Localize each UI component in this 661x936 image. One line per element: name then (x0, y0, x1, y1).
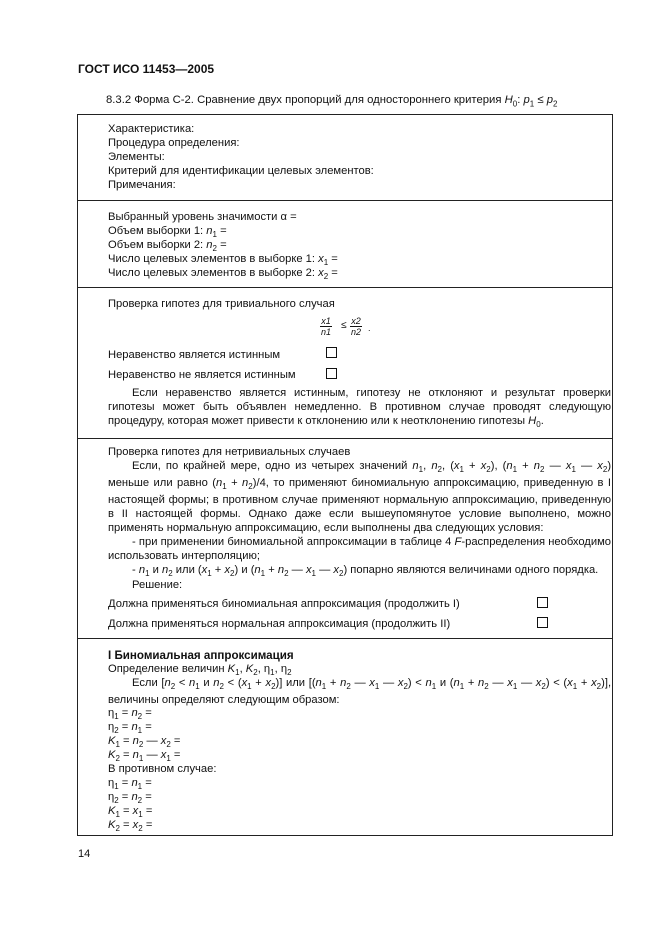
eta2-case2: $\eta_2 = n_2$ = (108, 791, 152, 806)
section-divider (77, 438, 613, 439)
page-number: 14 (78, 848, 91, 860)
section-title: Проверка гипотез для нетривиальных случаев (108, 446, 351, 458)
field-notes: Примечания: (108, 179, 176, 191)
field-criterion: Критерий для идентификации целевых элементов: (108, 165, 374, 177)
fraction-x2-n2: $\frac{x2}{n2}$ (351, 316, 362, 337)
field-significance-level: Выбранный уровень значимости α = (108, 211, 297, 223)
option-inequality-true: Неравенство является истинным (108, 349, 281, 361)
field-sample-size-2: Объем выборки 2: $n_2$ = (108, 239, 227, 254)
document-header: ГОСТ ИСО 11453—2005 (78, 62, 215, 76)
formula-period: . (368, 323, 371, 333)
decision-label: Решение: (132, 579, 183, 591)
inequality-sign: ≤ (341, 320, 347, 331)
section-divider (77, 200, 613, 201)
paragraph-interpolation: - при применении биномиальной аппроксимации в таблице 4 F-распределения необходимо использовать интерполяцию; (108, 535, 611, 562)
eta1-case1: $\eta_1 = n_2$ = (108, 707, 152, 722)
nontrivial-case-text (108, 446, 611, 581)
option-inequality-false: Неравенство не является истинным (108, 369, 296, 381)
section-divider (77, 287, 613, 288)
section-title: Проверка гипотез для тривиального случая (108, 298, 335, 310)
binomial-condition: Если [$n_2 < n_1$ и $n_2 < (x_1 + x_2)$] или [($n_1 + n_2$ — $x_1$ — $x_2) < n_1$ и ($n_1 + n_2$ — $x_1$ — $x_2) < (x_1 + x_2)$], величины определяют следующим образом: (108, 677, 612, 707)
checkbox-inequality-false[interactable] (326, 368, 337, 379)
section-title: I Биномиальная аппроксимация (108, 649, 294, 662)
option-binomial: Должна применяться биномиальная аппроксимация (продолжить I) (108, 598, 460, 610)
checkbox-inequality-true[interactable] (326, 347, 337, 358)
field-target-count-1: Число целевых элементов в выборке 1: $x_1$ = (108, 253, 338, 268)
paragraph-condition: Если, по крайней мере, одно из четырех значений $n_1$, $n_2$, $(x_1 + x_2)$, ($n_1 + n_2$ — $x_1$ — $x_2$) меньше или равно $(n_1 + n_2)/4$, то применяют биномиальную аппроксимацию, приведенную в I настоящей формы; в противном случае применяют нормальную аппроксимацию, приведенную в II настоящей формы. Однако даже если вышеупомянутое условие выполнено, можно применять нормальную аппроксимацию, если выполнены два следующих условия: (108, 459, 612, 534)
field-sample-size-1: Объем выборки 1: $n_1$ = (108, 225, 227, 240)
field-procedure: Процедура определения: (108, 137, 240, 149)
checkbox-normal[interactable] (537, 617, 548, 628)
definition-line: Определение величин $K_1$, $K_2$, $\eta_1$, $\eta_2$ (108, 663, 292, 678)
k1-case1: $K_1 = n_2$ — $x_2$ = (108, 735, 181, 750)
trivial-case-paragraph: Если неравенство является истинным, гипотезу не отклоняют и результат проверки гипотезы может быть объявлен немедленно. В противном случае проводят следующую процедуру, которая может привести к отклонению или к неотклонению гипотезы $H_0$. (108, 387, 611, 430)
k2-case2: $K_2 = x_2$ = (108, 819, 153, 834)
k1-case2: $K_1 = x_1$ = (108, 805, 153, 820)
eta1-case2: $\eta_1 = n_1$ = (108, 777, 152, 792)
paragraph-same-order: - $n_1$ и $n_2$ или $(x_1 + x_2)$ и ($n_1 + n_2$ — $x_1$ — $x_2$) попарно являются величинами одного порядка. (132, 563, 599, 578)
checkbox-binomial[interactable] (537, 597, 548, 608)
eta2-case1: $\eta_2 = n_1$ = (108, 721, 152, 736)
option-normal: Должна применяться нормальная аппроксимация (продолжить II) (108, 618, 451, 630)
field-characteristic: Характеристика: (108, 123, 195, 135)
field-target-count-2: Число целевых элементов в выборке 2: $x_2$ = (108, 267, 338, 282)
section-divider (77, 638, 613, 639)
otherwise-label: В противном случае: (108, 763, 217, 775)
field-elements: Элементы: (108, 151, 165, 163)
fraction-x1-n1: $\frac{x1}{n1}$ (321, 316, 332, 337)
form-caption: 8.3.2 Форма С-2. Сравнение двух пропорций для одностороннего критерия $H_0$: $p_1 \le p_2$ (106, 94, 558, 109)
k2-case1: $K_2 = n_1$ — $x_1$ = (108, 749, 181, 764)
